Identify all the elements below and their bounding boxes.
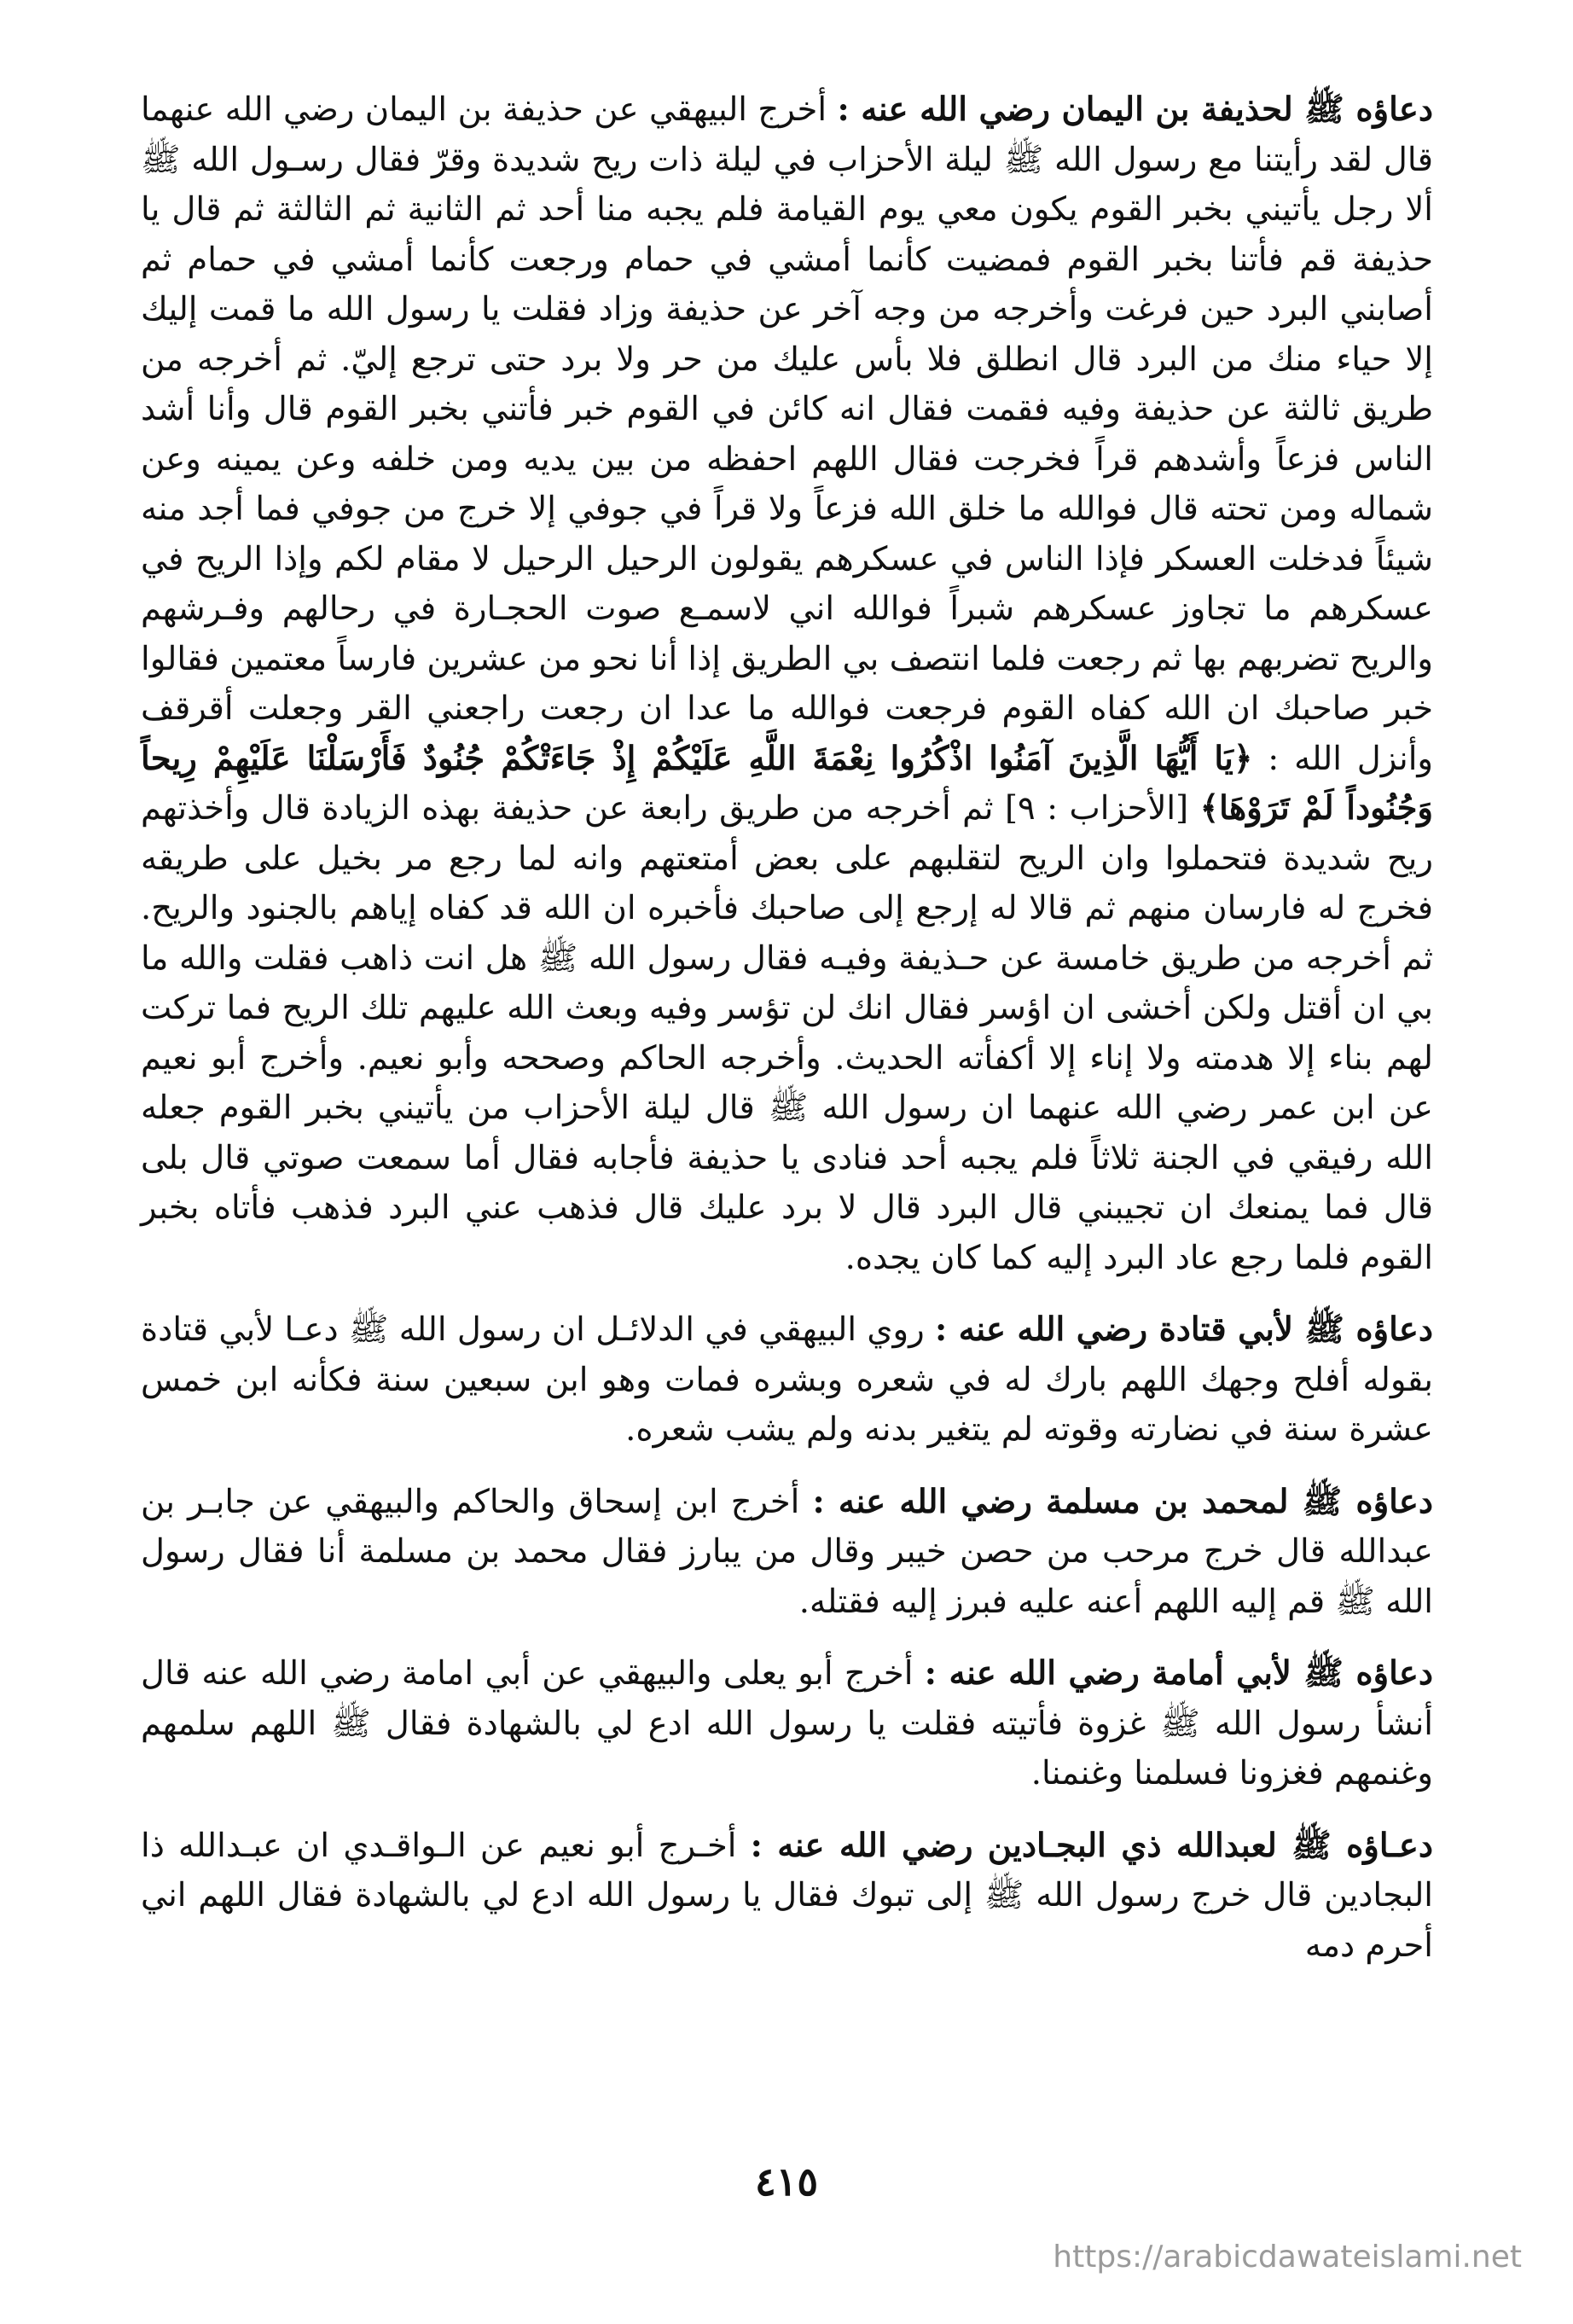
paragraph-abu-qatada <box>141 1305 1433 1455</box>
paragraph-body: أخرج أبو يعلى والبيهقي عن أبي امامة رضي الله عنه قال أنشأ رسول الله ﷺ غزوة فأتيته فقلت يا رسول الله ادع لي بالشهادة فقال ﷺ اللهم سلمهم وغنمهم فغزونا فسلمنا وغنمنا. <box>141 1654 1433 1792</box>
paragraph-heading: دعـاؤه ﷺ لعبدالله ذي البجـادين رضي الله عنه : <box>750 1826 1433 1865</box>
page-text-block <box>141 85 1433 1971</box>
paragraph-heading: دعاؤه ﷺ لأبي أمامة رضي الله عنه : <box>924 1654 1433 1693</box>
paragraph-body: أخـرج أبو نعيم عن الـواقـدي ان عبـدالله ذا البجادين قال خرج رسول الله ﷺ إلى تبوك فقال يا رسول الله ادع لي بالشهادة فقال اللهم اني أحرم دمه <box>141 1826 1433 1965</box>
quran-verse: ﴿يَا أَيُّهَا الَّذِينَ آمَنُوا اذْكُرُوا نِعْمَةَ اللَّهِ عَلَيْكُمْ إِذْ جَاءَتْكُمْ جُنُودٌ فَأَرْسَلْنَا عَلَيْهِمْ رِيحاً وَجُنُوداً لَمْ تَرَوْهَا﴾ <box>141 739 1433 828</box>
paragraph-body: أخرج البيهقي عن حذيفة بن اليمان رضي الله عنهما قال لقد رأيتنا مع رسول الله ﷺ ليلة الأحزاب في ليلة ذات ريح شديدة وقرّ فقال رسـول الله ﷺ ألا رجل يأتيني بخبر القوم يكون معي يوم القيامة فلم يجبه منا أحد ثم الثانية ثم الثالثة ثم قال يا حذيفة قم فأتنا بخبر القوم فمضيت كأنما أمشي في حمام ورجعت كأنما أمشي في حمام ثم أصابني البرد حين فرغت وأخرجه من وجه آخر عن حذيفة وزاد فقلت يا رسول الله ما قمت إليك إلا حياء منك من البرد قال انطلق فلا بأس عليك من حر ولا برد حتى ترجع إليّ. ثم أخرجه من طريق ثالثة عن حذيفة وفيه فقمت فقال انه كائن في القوم خبر فأتني بخبر القوم قال وأنا أشد الناس فزعاً وأشدهم قراً فخرجت فقال اللهم احفظه من بين يديه ومن خلفه وعن يمينه وعن شماله ومن تحته قال فوالله ما خلق الله فزعاً ولا قراً في جوفي إلا خرج من جوفي فما أجد منه شيئاً فدخلت العسكر فإذا الناس في عسكرهم يقولون الرحيل الرحيل لا مقام لكم وإذا الريح في عسكرهم ما تجاوز عسكرهم شبراً فوالله اني لاسمـع صوت الحجـارة في رحالهم وفـرشهم والريح تضربهم بها ثم رجعت فلما انتصف بي الطريق إذا أنا نحو من عشرين فارساً معتمين فقالوا خبر صاحبك ان الله كفاه القوم فرجعت فوالله ما عدا ان رجعت راجعني القر وجعلت أقرقف وأنزل الله : <box>141 90 1434 778</box>
paragraph-body: روي البيهقي في الدلائـل ان رسول الله ﷺ دعـا لأبي قتادة بقوله أفلح وجهك اللهم بارك له في شعره وبشره فمات وهو ابن سبعين سنة فكأنه ابن خمس عشرة سنة في نضارته وقوته لم يتغير بدنه ولم يشب شعره. <box>141 1310 1433 1449</box>
paragraph-abu-umama <box>141 1649 1433 1799</box>
watermark-url: https://arabicdawateislami.net <box>1053 2240 1522 2275</box>
paragraph-body: أخرج ابن إسحاق والحاكم والبيهقي عن جابـر بن عبدالله قال خرج مرحب من حصن خيبر وقال من يبارز فقال محمد بن مسلمة أنا فقال رسول الله ﷺ قم إليه اللهم أعنه عليه فبرز إليه فقتله. <box>141 1482 1433 1621</box>
paragraph-heading: دعاؤه ﷺ لحذيفة بن اليمان رضي الله عنه : <box>837 90 1433 129</box>
paragraph-muhammad-ibn-maslama <box>141 1478 1433 1628</box>
paragraph-abdullah-dhul-bijadayn <box>141 1821 1433 1972</box>
paragraph-heading: دعاؤه ﷺ لأبي قتادة رضي الله عنه : <box>935 1310 1433 1349</box>
paragraph-body: [الأحزاب : ٩] ثم أخرجه من طريق رابعة عن حذيفة بهذه الزيادة قال وأخذتهم ريح شديدة فتحملوا وان الريح لتقلبهم على بعض أمتعتهم وانه لما رجع مر بخيل على طريقه فخرج له فارسان منهم ثم قالا له إرجع إلى صاحبك فأخبره ان الله قد كفاه إياهم بالجنود والريح. ثم أخرجه من طريق خامسة عن حـذيفة وفيـه فقال رسول الله ﷺ هل انت ذاهب فقلت والله ما بي ان أقتل ولكن أخشى ان اؤسر فقال انك لن تؤسر وفيه وبعث الله عليهم تلك الريح فما تركت لهم بناء إلا هدمته ولا إناء إلا أكفأته الحديث. وأخرجه الحاكم وصححه وأبو نعيم. وأخرج أبو نعيم عن ابن عمر رضي الله عنهما ان رسول الله ﷺ قال ليلة الأحزاب من يأتيني بخبر القوم جعله الله رفيقي في الجنة ثلاثاً فلم يجبه أحد فنادى يا حذيفة فأجابه فقال أما سمعت صوتي قال بلى قال فما يمنعك ان تجيبني قال البرد قال لا برد عليك قال فذهب عني البرد فذهب فأتاه بخبر القوم فلما رجع عاد البرد إليه كما كان يجده. <box>141 789 1433 1277</box>
page-number: ٤١٥ <box>754 2158 819 2205</box>
paragraph-hudhayfa <box>141 85 1433 1283</box>
paragraph-heading: دعاؤه ﷺ لمحمد بن مسلمة رضي الله عنه : <box>812 1482 1434 1521</box>
